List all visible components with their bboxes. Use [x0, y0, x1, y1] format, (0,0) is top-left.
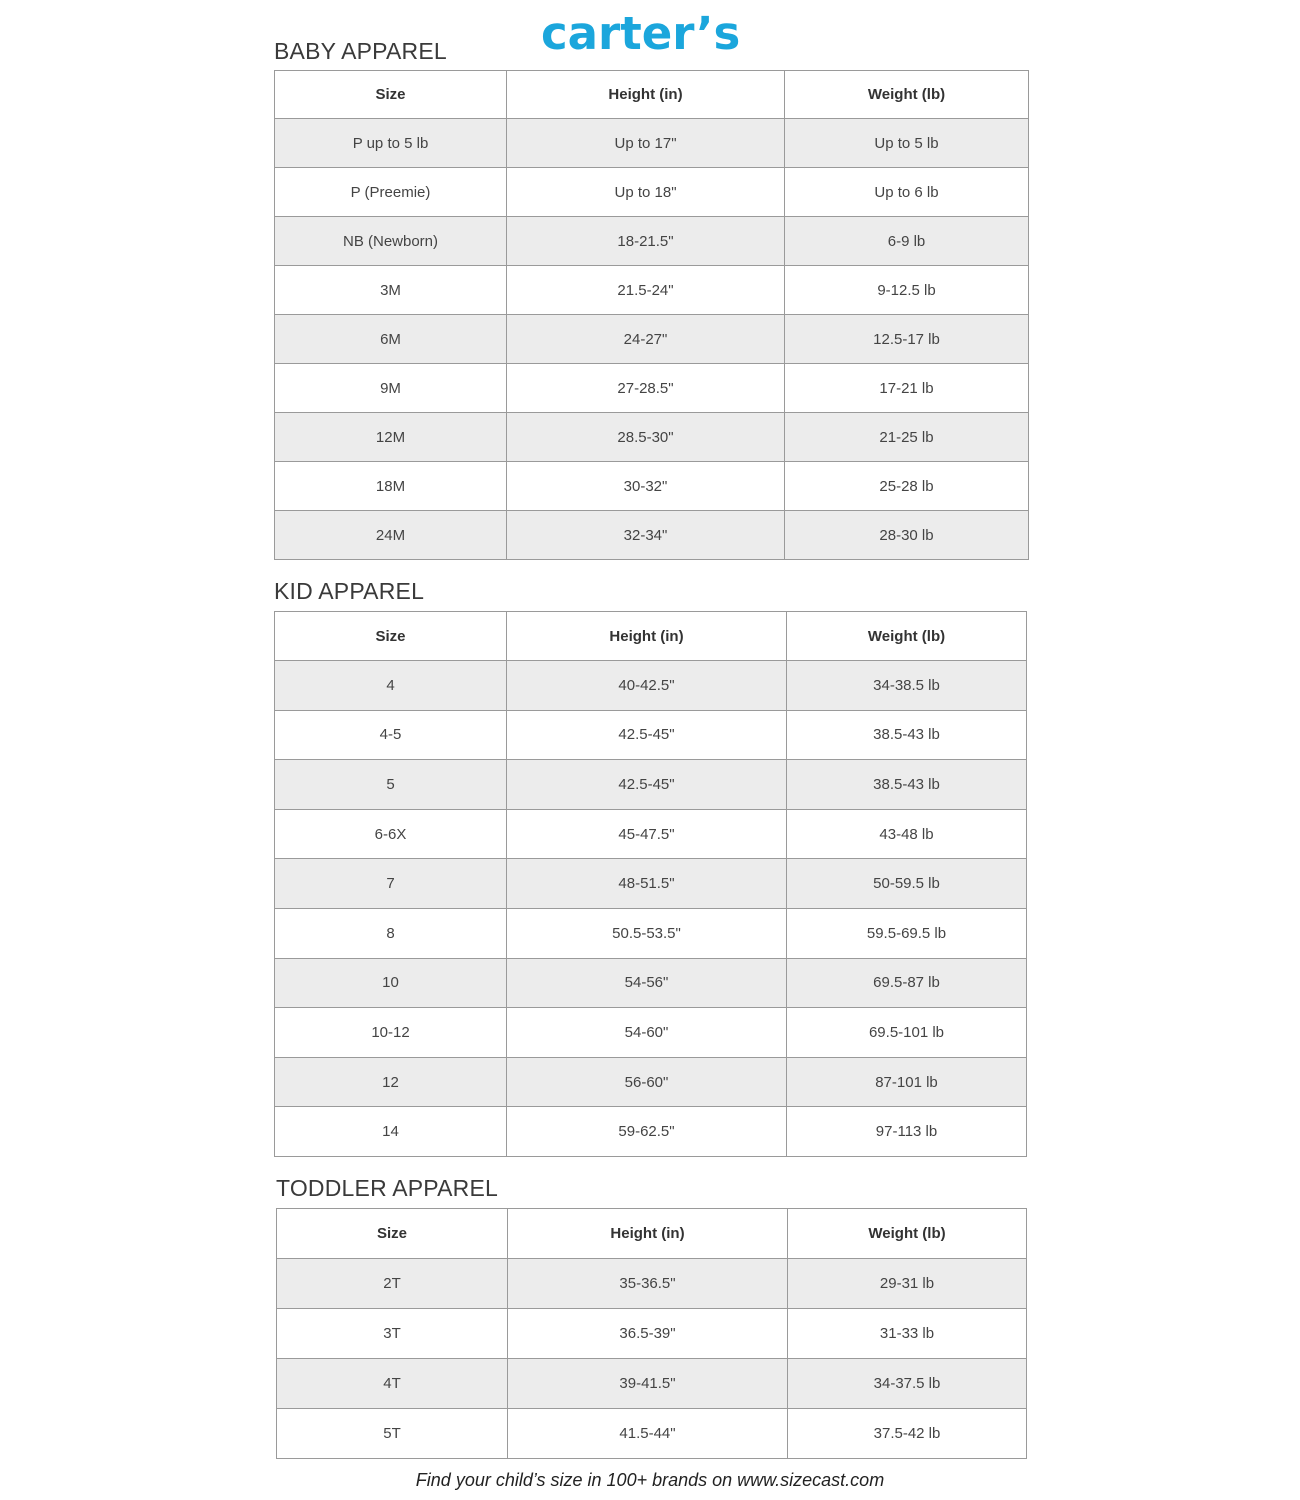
table-row	[275, 958, 1027, 1008]
cell-weight: 43-48 lb	[787, 809, 1027, 859]
cell-size: 24M	[275, 511, 507, 560]
baby-size-table	[274, 70, 1029, 560]
cell-weight: 50-59.5 lb	[787, 859, 1027, 909]
cell-size: P up to 5 lb	[275, 119, 507, 168]
cell-size: 6M	[275, 315, 507, 364]
table-row	[275, 809, 1027, 859]
cell-weight: 69.5-87 lb	[787, 958, 1027, 1008]
table-row	[275, 266, 1029, 315]
cell-weight: 37.5-42 lb	[788, 1409, 1027, 1459]
table-row	[277, 1359, 1027, 1409]
cell-height: 54-56"	[507, 958, 787, 1008]
header-row	[277, 1209, 1027, 1259]
cell-size: 12M	[275, 413, 507, 462]
table-row	[275, 661, 1027, 711]
cell-height: 21.5-24"	[507, 266, 785, 315]
cell-weight: 9-12.5 lb	[785, 266, 1029, 315]
column-header-size: Size	[275, 71, 507, 119]
cell-weight: 59.5-69.5 lb	[787, 908, 1027, 958]
column-header-weight: Weight (lb)	[787, 612, 1027, 661]
footer-note: Find your child’s size in 100+ brands on www.sizecast.com	[415, 1470, 885, 1490]
table-row	[275, 413, 1029, 462]
toddler-size-table	[276, 1208, 1027, 1459]
column-header-height: Height (in)	[507, 71, 785, 119]
cell-weight: 12.5-17 lb	[785, 315, 1029, 364]
cell-weight: 34-38.5 lb	[787, 661, 1027, 711]
cell-size: 18M	[275, 462, 507, 511]
table-row	[275, 1107, 1027, 1157]
toddler-apparel-title: TODDLER APPAREL	[276, 1175, 499, 1201]
column-header-weight: Weight (lb)	[788, 1209, 1027, 1259]
cell-size: 6-6X	[275, 809, 507, 859]
cell-weight: 6-9 lb	[785, 217, 1029, 266]
cell-size: 10	[275, 958, 507, 1008]
cell-size: 3M	[275, 266, 507, 315]
cell-size: 10-12	[275, 1008, 507, 1058]
cell-weight: 87-101 lb	[787, 1057, 1027, 1107]
cell-size: 5	[275, 760, 507, 810]
cell-height: 27-28.5"	[507, 364, 785, 413]
cell-height: 28.5-30"	[507, 413, 785, 462]
cell-size: 3T	[277, 1309, 508, 1359]
cell-weight: 38.5-43 lb	[787, 760, 1027, 810]
cell-height: 24-27"	[507, 315, 785, 364]
cell-height: 45-47.5"	[507, 809, 787, 859]
table-row	[275, 908, 1027, 958]
table-row	[275, 364, 1029, 413]
cell-weight: 25-28 lb	[785, 462, 1029, 511]
cell-weight: 34-37.5 lb	[788, 1359, 1027, 1409]
table-row	[275, 1057, 1027, 1107]
cell-size: 8	[275, 908, 507, 958]
cell-weight: 97-113 lb	[787, 1107, 1027, 1157]
table-row	[275, 1008, 1027, 1058]
column-header-size: Size	[277, 1209, 508, 1259]
cell-weight: Up to 5 lb	[785, 119, 1029, 168]
cell-height: Up to 17"	[507, 119, 785, 168]
cell-height: 39-41.5"	[508, 1359, 788, 1409]
table-row	[277, 1309, 1027, 1359]
cell-height: 36.5-39"	[508, 1309, 788, 1359]
cell-size: 4	[275, 661, 507, 711]
kid-apparel-title: KID APPAREL	[274, 578, 425, 604]
table-row	[275, 462, 1029, 511]
cell-height: 48-51.5"	[507, 859, 787, 909]
kid-size-table	[274, 611, 1027, 1157]
cell-weight: 69.5-101 lb	[787, 1008, 1027, 1058]
cell-size: 9M	[275, 364, 507, 413]
cell-size: 2T	[277, 1259, 508, 1309]
cell-weight: 29-31 lb	[788, 1259, 1027, 1309]
cell-size: 12	[275, 1057, 507, 1107]
header-row	[275, 612, 1027, 661]
table-row	[275, 315, 1029, 364]
cell-height: 56-60"	[507, 1057, 787, 1107]
table-row	[275, 859, 1027, 909]
baby-apparel-title: BABY APPAREL	[274, 38, 447, 64]
cell-weight: 38.5-43 lb	[787, 710, 1027, 760]
cell-size: 4-5	[275, 710, 507, 760]
cell-height: 42.5-45"	[507, 710, 787, 760]
cell-size: 4T	[277, 1359, 508, 1409]
cell-weight: 31-33 lb	[788, 1309, 1027, 1359]
cell-height: 42.5-45"	[507, 760, 787, 810]
column-header-height: Height (in)	[507, 612, 787, 661]
cell-height: 18-21.5"	[507, 217, 785, 266]
table-row	[275, 217, 1029, 266]
cell-size: NB (Newborn)	[275, 217, 507, 266]
column-header-size: Size	[275, 612, 507, 661]
cell-height: Up to 18"	[507, 168, 785, 217]
table-row	[277, 1409, 1027, 1459]
table-row	[275, 168, 1029, 217]
cell-size: 5T	[277, 1409, 508, 1459]
table-row	[275, 511, 1029, 560]
cell-height: 50.5-53.5"	[507, 908, 787, 958]
table-row	[277, 1259, 1027, 1309]
cell-size: 7	[275, 859, 507, 909]
cell-weight: 21-25 lb	[785, 413, 1029, 462]
carters-logo: carter’s	[541, 7, 741, 60]
table-row	[275, 119, 1029, 168]
cell-weight: 28-30 lb	[785, 511, 1029, 560]
cell-height: 41.5-44"	[508, 1409, 788, 1459]
cell-size: P (Preemie)	[275, 168, 507, 217]
cell-size: 14	[275, 1107, 507, 1157]
column-header-height: Height (in)	[508, 1209, 788, 1259]
table-row	[275, 760, 1027, 810]
column-header-weight: Weight (lb)	[785, 71, 1029, 119]
cell-weight: Up to 6 lb	[785, 168, 1029, 217]
cell-height: 32-34"	[507, 511, 785, 560]
cell-height: 35-36.5"	[508, 1259, 788, 1309]
cell-height: 30-32"	[507, 462, 785, 511]
cell-height: 59-62.5"	[507, 1107, 787, 1157]
header-row	[275, 71, 1029, 119]
cell-height: 40-42.5"	[507, 661, 787, 711]
cell-height: 54-60"	[507, 1008, 787, 1058]
table-row	[275, 710, 1027, 760]
cell-weight: 17-21 lb	[785, 364, 1029, 413]
